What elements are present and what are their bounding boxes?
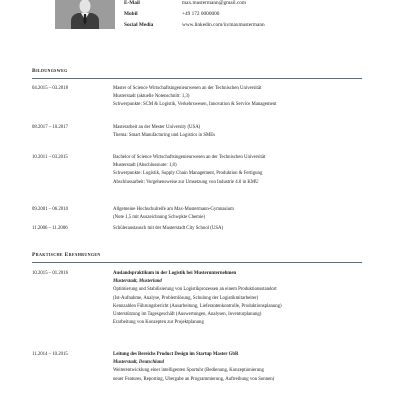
- entry-line: Schwerpunkte: Logistik, Supply Chain Management, Produktion & Fertigung: [113, 171, 263, 177]
- section-divider: [32, 262, 362, 263]
- entry-line: Thema: Smart Manufacturing und Logistics in SMEs: [113, 133, 216, 139]
- section-title-education: Bildungsweg: [32, 68, 68, 74]
- entry-date: 08.2017 – 10.2017: [32, 125, 68, 130]
- entry-body: [113, 85, 363, 110]
- entry-line: Musterstadt (aktuelle Notenschnitt: 1,3): [113, 94, 190, 100]
- entry-date: 10.2015 – 01.2016: [32, 271, 68, 276]
- social-media-link[interactable]: www.linkedin.com/in/maxmustermann: [182, 22, 265, 28]
- entry-line: Kennzahlen Führungsbericht (Ausarbeitung, Lieferantenkontrolle, Produktionsplanung): [113, 303, 282, 309]
- profile-photo: [55, 0, 115, 29]
- entry-date: 10.2011 – 03.2015: [32, 155, 68, 160]
- entry-body: [113, 270, 363, 327]
- job-title: Leitung des Bereichs Product Design im Startup Master GbR: [113, 352, 239, 357]
- section-title-experience: Praktische Erfahrungen: [32, 252, 101, 258]
- contact-label: Social Media: [124, 22, 154, 28]
- entry-line: Optimierung und Stabilisierung von Logistikprozessen an einem Produktionsstandort: [113, 287, 277, 293]
- phone-number: +49 172 0000000: [182, 11, 220, 17]
- entry-body: [113, 154, 363, 187]
- entry-line: Allgemeine Hochschulreife am Max-Mustermann-Gymnasium: [113, 207, 234, 212]
- entry-body: [113, 206, 363, 222]
- contact-label: Mobil: [124, 11, 138, 17]
- entry-line: Abschlussarbeit: Vorgehensweise zur Umsetzung von Industrie 4.0 in KMU: [113, 179, 259, 185]
- entry-line: neuer Features, Reporting, Übergabe an Programmierung, Auftreibung von Sonnen): [113, 376, 275, 382]
- job-title: Auslandspraktikum in der Logistik bei Musterunternehmen: [113, 271, 237, 276]
- section-divider: [32, 78, 362, 79]
- entry-date: 11.2006 – 11.2006: [32, 226, 68, 231]
- entry-date: 11.2014 – 10.2015: [32, 352, 68, 357]
- entry-line: Weiterentwicklung einer intelligenten Sportuhr (Bedienung, Konzeptionierung: [113, 368, 264, 374]
- entry-date: 09.2001 – 06.2010: [32, 207, 68, 212]
- entry-line: (Note 1,5 mit Auszeichnung Schwpkte Chemie): [113, 215, 205, 221]
- entry-body: [113, 225, 363, 233]
- entry-body: [113, 351, 363, 384]
- entry-line: Masterarbeit an der Mester University (USA): [113, 125, 201, 130]
- entry-line: Schwerpunkte: SCM & Logistik, Verkehrswesen, Innovation & Service Management: [113, 102, 277, 108]
- entry-line: Unterstützung im Tagesgeschäft (Auswertungen, Analysen, Inventurplanung): [113, 312, 262, 318]
- entry-date: 04.2015 – 03.2018: [32, 86, 68, 91]
- entry-line: Master of Science Wirtschaftsingenieurwesen an der Technischen Universität: [113, 86, 262, 91]
- job-location: Musterstadt, Deutschland: [113, 360, 164, 366]
- entry-line: (Ist-Aufnahme, Analyse, Problemlösung, Schulung der Logistikmitarbeiter): [113, 295, 259, 301]
- entry-line: Musterstadt (Abschlussnote: 1,8): [113, 163, 177, 169]
- contact-label: E-Mail: [124, 0, 140, 6]
- entry-line: Bachelor of Science Wirtschaftsingenieurwesen an der Technischen Universität: [113, 155, 266, 160]
- entry-line: Erarbeitung von Konzepten zur Projektplanung: [113, 320, 204, 326]
- person-silhouette-icon: [55, 0, 115, 29]
- entry-line: Schüleraustausch mit der Musterstadt City School (USA): [113, 226, 224, 231]
- entry-body: [113, 124, 363, 140]
- email-link[interactable]: max.mustermann@gmail.com: [182, 0, 247, 6]
- job-location: Musterstadt, Musterland: [113, 279, 162, 285]
